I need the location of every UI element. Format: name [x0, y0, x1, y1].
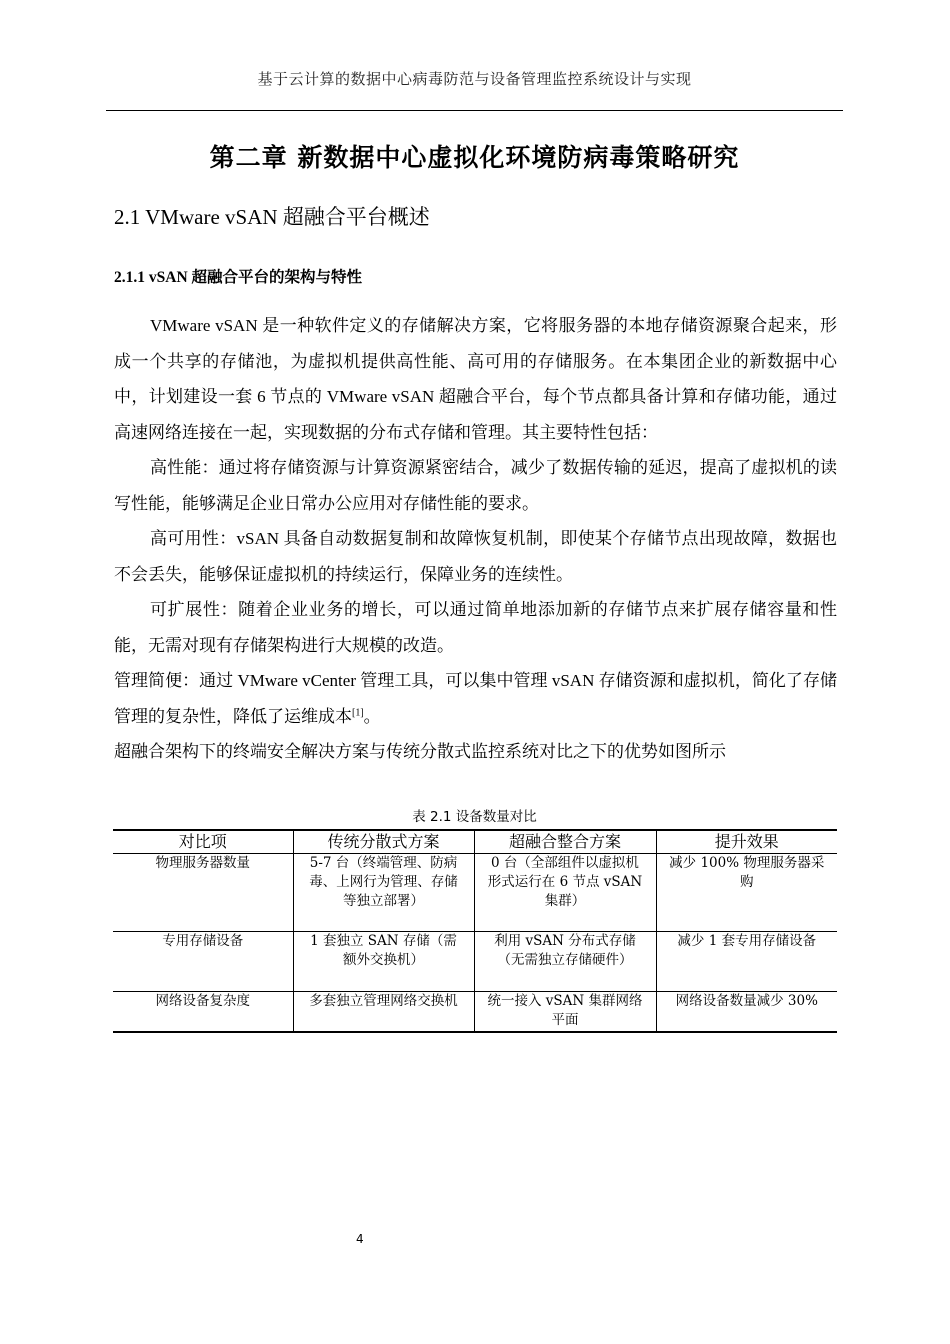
table-row: [113, 932, 837, 992]
comparison-table: [113, 829, 837, 1033]
table-row: [113, 854, 837, 932]
paragraph-high-performance: 高性能：通过将存储资源与计算资源紧密结合，减少了数据传输的延迟，提高了虚拟机的读写性能，能够满足企业日常办公应用对存储性能的要求。: [114, 458, 837, 513]
subsection-heading: 2.1.1 vSAN 超融合平台的架构与特性: [114, 269, 363, 286]
paragraph-intro: VMware vSAN 是一种软件定义的存储解决方案，它将服务器的本地存储资源聚合起来，形成一个共享的存储池，为虚拟机提供高性能、高可用的存储服务。在本集团企业的新数据中心中，计划建设一套 6 节点的 VMware vSAN 超融合平台，每个节点都具备计算和存储功能，通过高速网络连接在一起，实现数据的分布式存储和管理。其主要特性包括：: [114, 316, 837, 442]
page-number: 4: [356, 1232, 364, 1246]
citation-ref[interactable]: [1]: [352, 706, 364, 718]
table-cell: 减少 100% 物理服务器采购: [656, 854, 837, 932]
paragraph-comparison: 超融合架构下的终端安全解决方案与传统分散式监控系统对比之下的优势如图所示: [114, 742, 726, 761]
section-heading: 2.1 VMware vSAN 超融合平台概述: [114, 205, 430, 229]
table-header-row: [113, 830, 837, 854]
column-header: 提升效果: [656, 830, 837, 854]
period: 。: [363, 706, 381, 726]
table-cell: 网络设备复杂度: [113, 992, 293, 1032]
paragraph-scalability: 可扩展性：随着企业业务的增长，可以通过简单地添加新的存储节点来扩展存储容量和性能，无需对现有存储架构进行大规模的改造。: [114, 600, 837, 655]
table-caption: 表 2.1 设备数量对比: [412, 809, 537, 825]
chapter-title: 第二章 新数据中心虚拟化环境防病毒策略研究: [209, 143, 740, 172]
table-cell: 减少 1 套专用存储设备: [656, 932, 837, 992]
paragraph-high-availability: 高可用性：vSAN 具备自动数据复制和故障恢复机制，即使某个存储节点出现故障，数据也不会丢失，能够保证虚拟机的持续运行，保障业务的连续性。: [114, 529, 837, 584]
header-divider: [106, 110, 843, 111]
table-cell: 统一接入 vSAN 集群网络平面: [474, 992, 656, 1032]
column-header: 传统分散式方案: [293, 830, 474, 854]
table-cell: 网络设备数量减少 30%: [656, 992, 837, 1032]
table-cell: 利用 vSAN 分布式存储（无需独立存储硬件）: [474, 932, 656, 992]
table-cell: 多套独立管理网络交换机: [293, 992, 474, 1032]
table-cell: 物理服务器数量: [113, 854, 293, 932]
table-cell: 5-7 台（终端管理、防病毒、上网行为管理、存储等独立部署）: [293, 854, 474, 932]
table-cell: 0 台（全部组件以虚拟机形式运行在 6 节点 vSAN 集群）: [474, 854, 656, 932]
table-cell: 1 套独立 SAN 存储（需额外交换机）: [293, 932, 474, 992]
paragraph-management-text: 管理简便：通过 VMware vCenter 管理工具，可以集中管理 vSAN 存储资源和虚拟机，简化了存储管理的复杂性，降低了运维成本: [114, 671, 837, 726]
column-header: 对比项: [113, 830, 293, 854]
table-row: [113, 992, 837, 1032]
column-header: 超融合整合方案: [474, 830, 656, 854]
table-cell: 专用存储设备: [113, 932, 293, 992]
paragraph-management: [114, 663, 837, 734]
body-text: [114, 308, 837, 770]
running-header: 基于云计算的数据中心病毒防范与设备管理监控系统设计与实现: [257, 70, 692, 88]
